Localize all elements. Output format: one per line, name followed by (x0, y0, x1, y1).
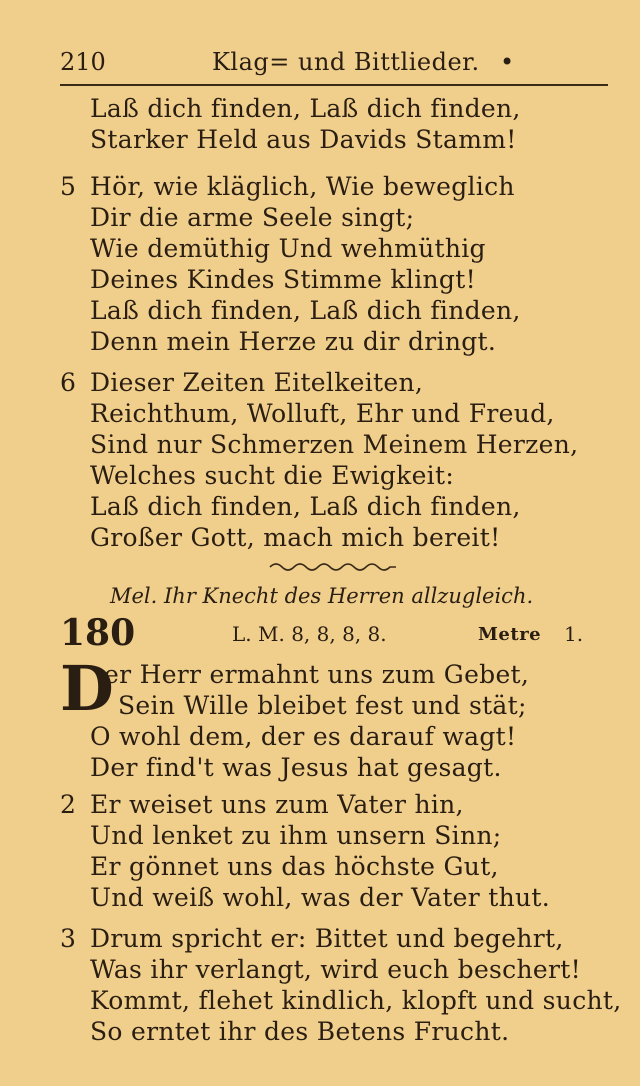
hymn-stanza-1 (60, 652, 620, 790)
verse-line: Dieser Zeiten Eitelkeiten, (90, 368, 424, 397)
stanza-4-end (60, 94, 620, 158)
verse-line: O wohl dem, der es darauf wagt! (90, 722, 517, 751)
verse-line: Er weiset uns zum Vater hin, (90, 790, 464, 819)
verse-line: Sind nur Schmerzen Meinem Herzen, (90, 430, 579, 459)
verse-line: Drum spricht er: Bittet und begehrt, (90, 924, 564, 953)
verse-line: Laß dich finden, Laß dich finden, (90, 492, 521, 521)
header-rule (60, 84, 608, 86)
stanza-6 (60, 368, 620, 558)
verse-line: So erntet ihr des Betens Frucht. (90, 1017, 510, 1046)
meter-notation: L. M. 8, 8, 8, 8. (232, 622, 387, 646)
header-dot: • (500, 48, 515, 76)
verse-line: Dir die arme Seele singt; (90, 203, 415, 232)
verse-line: Und weiß wohl, was der Vater thut. (90, 883, 551, 912)
running-header (60, 44, 608, 84)
verse-line: Kommt, flehet kindlich, klopft und sucht, (90, 986, 622, 1015)
verse-line: Starker Held aus Davids Stamm! (90, 125, 517, 154)
page-number: 210 (60, 48, 106, 76)
stanza-number: 2 (60, 790, 76, 819)
hymn-stanza-3 (60, 924, 620, 1054)
verse-line: Wie demüthig Und wehmüthig (90, 234, 486, 263)
verse-line: Hör, wie kläglich, Wie beweglich (90, 172, 515, 201)
verse-line: Sein Wille bleibet fest und stät; (118, 691, 527, 720)
verse-line: Er gönnet uns das höchste Gut, (90, 852, 499, 881)
stanza-number: 5 (60, 172, 76, 201)
verse-line: Reichthum, Wolluft, Ehr und Freud, (90, 399, 555, 428)
section-title: Klag= und Bittlieder. (212, 48, 480, 76)
stanza-number: 3 (60, 924, 76, 953)
stanza-number: 6 (60, 368, 76, 397)
verse-line: Großer Gott, mach mich bereit! (90, 523, 501, 552)
hymn-stanza-2 (60, 790, 620, 920)
stanza-5 (60, 172, 620, 362)
verse-line: Welches sucht die Ewigkeit: (90, 461, 455, 490)
verse-line: Was ihr verlangt, wird euch beschert! (90, 955, 581, 984)
wavy-divider (268, 560, 398, 574)
hymn-number: 180 (60, 612, 136, 654)
metre-label: Metre (478, 624, 542, 645)
verse-line: er Herr ermahnt uns zum Gebet, (104, 660, 530, 689)
metre-number: 1. (564, 622, 584, 646)
drop-cap: D (60, 652, 114, 725)
verse-line: Laß dich finden, Laß dich finden, (90, 296, 521, 325)
verse-line: Der find't was Jesus hat gesagt. (90, 753, 502, 782)
verse-line: Laß dich finden, Laß dich finden, (90, 94, 521, 123)
verse-line: Deines Kindes Stimme klingt! (90, 265, 476, 294)
verse-line: Denn mein Herze zu dir dringt. (90, 327, 497, 356)
verse-line: Und lenket zu ihm unsern Sinn; (90, 821, 502, 850)
melody-line: Mel. Ihr Knecht des Herren allzugleich. (110, 584, 534, 608)
